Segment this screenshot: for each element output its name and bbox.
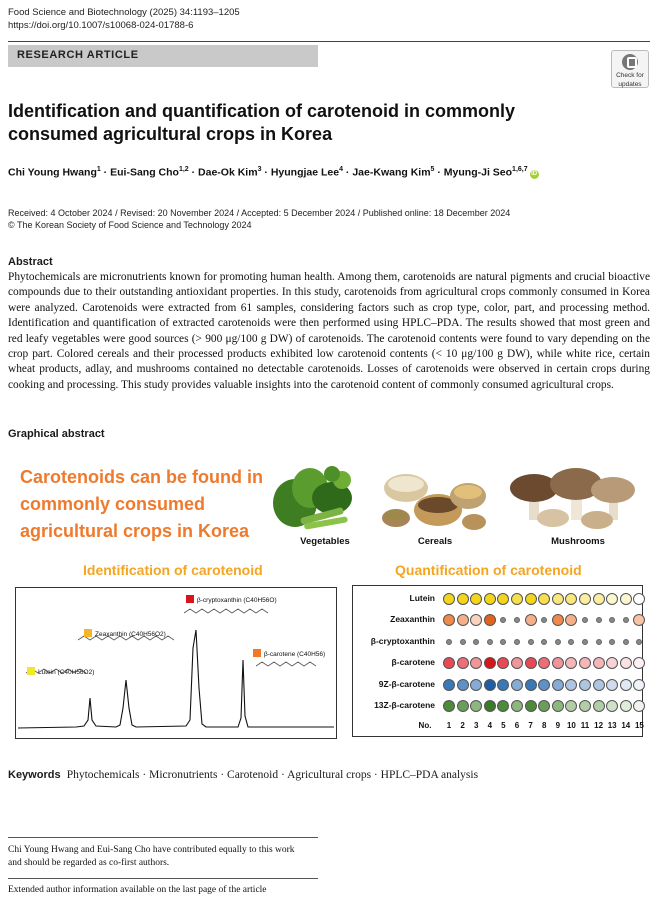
compound-formula: (C40H56O2): [128, 631, 166, 638]
author-name[interactable]: Myung-Ji Seo: [443, 166, 513, 179]
article-title: Identification and quantification of carotenoid in commonly consumed agricultural crops in Korea: [8, 101, 516, 144]
quant-dot: [633, 679, 645, 691]
zeaxanthin-swatch: [84, 629, 92, 637]
quant-dot: [565, 657, 577, 669]
compound-name: β-carotene: [264, 651, 296, 658]
author-affiliation: 3: [257, 166, 262, 173]
quant-dot: [538, 700, 550, 712]
quant-dot: [460, 639, 466, 645]
compound-name: Lutein: [38, 669, 56, 676]
quant-dot: [565, 614, 577, 626]
quant-dot: [457, 679, 469, 691]
quant-sample-number: 7: [528, 721, 533, 731]
quant-sample-number: 11: [580, 721, 590, 731]
quant-dot: [568, 639, 574, 645]
quant-dot: [457, 700, 469, 712]
quant-sample-number: 12: [594, 721, 604, 731]
quant-dot: [511, 593, 523, 605]
quant-dot: [609, 639, 615, 645]
quant-dot: [620, 657, 632, 669]
quant-dot: [525, 700, 537, 712]
quant-dot: [484, 657, 496, 669]
author-affiliation: 1,6,7: [512, 166, 528, 173]
footnote-extended-info: Extended author information available on the last page of the article: [8, 885, 267, 895]
quant-dot: [500, 617, 506, 623]
footnote-equal-contribution: Chi Young Hwang and Eui-Sang Cho have contributed equally to this work and should be regarded as co-first authors.: [8, 845, 295, 868]
quant-dot: [525, 593, 537, 605]
quant-dot: [511, 679, 523, 691]
quant-dot: [511, 657, 523, 669]
compound-formula: (C40H56): [297, 651, 326, 658]
quant-dot: [636, 639, 642, 645]
quant-row: [353, 612, 644, 628]
quant-dot: [484, 614, 496, 626]
doi-link[interactable]: https://doi.org/10.1007/s10068-024-01788-6: [8, 20, 194, 31]
orcid-icon[interactable]: iD: [531, 170, 538, 177]
quant-dot: [470, 614, 482, 626]
quant-sample-number: 14: [621, 721, 631, 731]
chromatogram-panel: [15, 587, 337, 739]
quant-row-label: 13Z-β-carotene: [374, 700, 435, 710]
quant-dot: [446, 639, 452, 645]
copyright-line: © The Korean Society of Food Science and Technology 2024: [8, 220, 252, 230]
quant-dot: [443, 679, 455, 691]
crop-label-vegetables: Vegetables: [300, 536, 350, 547]
quant-dot: [565, 679, 577, 691]
quant-dot: [538, 657, 550, 669]
quant-sample-number: 5: [501, 721, 506, 731]
compound-label-b-cryptoxanthin: [186, 595, 277, 604]
quant-row: [353, 698, 644, 714]
vegetables-image: [270, 458, 365, 534]
author-name[interactable]: Dae-Ok Kim: [198, 166, 258, 179]
history-dates: Received: 4 October 2024 / Revised: 20 November 2024 / Accepted: 5 December 2024 / Published online: 18 December 2024: [8, 208, 511, 218]
quant-dot: [579, 700, 591, 712]
quant-dot: [525, 614, 537, 626]
quant-dot: [470, 593, 482, 605]
header-rule: [8, 41, 650, 42]
quant-dot: [470, 700, 482, 712]
quant-dot: [593, 679, 605, 691]
quant-dot: [623, 639, 629, 645]
author-separator: ·: [188, 166, 199, 179]
graphical-abstract-heading: Graphical abstract: [8, 428, 105, 440]
quant-dot: [596, 639, 602, 645]
quant-dot: [620, 679, 632, 691]
quant-dot: [552, 614, 564, 626]
quant-dot: [538, 679, 550, 691]
author-affiliation: 1: [96, 166, 101, 173]
quant-dot: [497, 679, 509, 691]
molecule-structures: [16, 588, 336, 738]
crop-label-cereals: Cereals: [417, 536, 453, 547]
quant-dot: [541, 639, 547, 645]
quant-dot: [552, 679, 564, 691]
compound-name: β-cryptoxanthin: [197, 597, 242, 604]
quant-dot: [500, 639, 506, 645]
keywords-label: Keywords: [8, 769, 61, 781]
quant-dot: [497, 657, 509, 669]
author-separator: ·: [261, 166, 271, 179]
abstract-text: Phytochemicals are micronutrients known for promoting human health. Among them, carotenoids are natural pigments and crucial bioactive compounds due to their outstanding antioxidant properties. In this study, carotenoids from agricultural crops commonly consumed in Korea were analyzed. Carotenoids were extracted from 61 samples, considering factors such as crop type, color, part, and processing method. Identification and quantification of extracted carotenoids were then performed using HPLC–PDA. The results showed that most green and red leafy vegetables were good sources (> 900 μg/100 g DW) of carotenoids. The carotenoid contents were found to vary depending on the crop part. Colored cereals and their processed products exhibited low carotenoid contents (< 10 μg/100 g DW), while white rice, certain wheat products, adlay, and mushrooms contained no detectable carotenoids. Losses of carotenoids were observed in certain crops during cooking and processing. This study provides valuable insights into the carotenoid content of commonly consumed agricultural crops.: [8, 271, 650, 391]
quant-dot: [582, 639, 588, 645]
quant-dot: [497, 700, 509, 712]
author-separator: ·: [100, 166, 111, 179]
article-type-label: RESEARCH ARTICLE: [17, 49, 139, 61]
article-type-banner: [8, 45, 318, 67]
quant-dot: [443, 657, 455, 669]
quant-dot: [487, 639, 493, 645]
bookmark-icon: [622, 54, 638, 70]
quant-sample-number: 6: [514, 721, 520, 731]
quant-dot: [633, 700, 645, 712]
quant-sample-number: 9: [555, 721, 561, 731]
quant-dot: [565, 593, 577, 605]
quant-dot: [606, 700, 618, 712]
mushrooms-image: [505, 458, 640, 534]
quant-sample-number: 15: [634, 721, 644, 731]
quant-sample-number: 4: [487, 721, 493, 731]
quant-dot: [443, 614, 455, 626]
quant-dot: [579, 679, 591, 691]
quant-dot: [620, 700, 632, 712]
quant-dot: [593, 657, 605, 669]
journal-citation: [8, 6, 240, 32]
quant-row: [353, 591, 644, 607]
author-name[interactable]: Eui-Sang Cho: [110, 166, 179, 179]
quant-dot: [579, 657, 591, 669]
author-affiliation: 1,2: [178, 166, 189, 173]
quant-dot: [511, 700, 523, 712]
quant-dot: [623, 617, 629, 623]
quant-dot: [484, 593, 496, 605]
article-dates: [8, 207, 510, 231]
author-separator: ·: [343, 166, 353, 179]
crop-label-mushrooms: Mushrooms: [551, 536, 605, 547]
quant-row-label: Lutein: [409, 593, 435, 603]
lutein-swatch: [27, 667, 35, 675]
quant-dot: [633, 593, 645, 605]
compound-formula: (C40H56O2): [57, 669, 95, 676]
journal-name: Food Science and Biotechnology (2025) 34:1193–1205: [8, 7, 240, 18]
quant-dot: [596, 617, 602, 623]
compound-label-lutein: [27, 667, 94, 676]
graphical-abstract-headline: Carotenoids can be found in commonly consumed agricultural crops in Korea: [20, 467, 264, 541]
quant-dot: [606, 593, 618, 605]
quant-dot: [552, 700, 564, 712]
abstract-heading: Abstract: [8, 256, 53, 268]
quant-row-label: Zeaxanthin: [390, 614, 435, 625]
footnote-rule: [8, 837, 318, 838]
quant-dot: [443, 593, 455, 605]
quant-row: [353, 677, 644, 693]
author-affiliation: 5: [430, 166, 435, 173]
quant-dot: [633, 614, 645, 626]
quant-dot: [457, 614, 469, 626]
quant-dot: [541, 617, 547, 623]
quant-sample-number: 2: [460, 721, 465, 731]
quant-dot: [593, 593, 605, 605]
author-name[interactable]: Chi Young Hwang: [8, 166, 97, 179]
quant-row-label: β-cryptoxanthin: [370, 635, 435, 646]
quant-dot: [457, 657, 469, 669]
quant-dot: [470, 657, 482, 669]
footnote-rule: [8, 878, 318, 879]
quant-dot: [538, 593, 550, 605]
quant-dot: [497, 593, 509, 605]
b-cryptoxanthin-swatch: [186, 595, 194, 603]
author-separator: ·: [434, 166, 444, 179]
quantification-table: [352, 585, 643, 737]
quant-dot: [525, 679, 537, 691]
quant-dot: [514, 617, 520, 623]
compound-label-zeaxanthin: [84, 629, 166, 638]
quant-dot: [528, 639, 534, 645]
quant-dot: [633, 657, 645, 669]
quant-dot: [609, 617, 615, 623]
author-name[interactable]: Hyungjae Lee: [270, 166, 340, 179]
cereals-image: [378, 458, 490, 534]
quant-dot: [443, 700, 455, 712]
quantification-title: Quantification of carotenoid: [395, 562, 582, 578]
check-updates-line1: Check for: [616, 72, 644, 79]
check-for-updates-button[interactable]: [611, 50, 649, 88]
author-name[interactable]: Jae-Kwang Kim: [352, 166, 431, 179]
quant-dot: [552, 593, 564, 605]
quant-dot: [555, 639, 561, 645]
quant-row: [353, 634, 644, 650]
quant-dot: [606, 679, 618, 691]
quant-row-label: 9Z-β-carotene: [378, 678, 435, 689]
quant-dot: [552, 657, 564, 669]
quant-dot: [484, 700, 496, 712]
quant-dot: [473, 639, 479, 645]
quant-dot: [457, 593, 469, 605]
quant-sample-number: 1: [446, 721, 452, 731]
author-affiliation: 4: [339, 166, 343, 173]
quant-row-label: β-carotene: [391, 657, 435, 668]
author-list: [8, 166, 539, 179]
quant-dot: [593, 700, 605, 712]
quant-dot: [606, 657, 618, 669]
quant-dot: [582, 617, 588, 623]
quant-dot: [565, 700, 577, 712]
quant-sample-number: 13: [607, 721, 617, 731]
quant-dot: [525, 657, 537, 669]
quant-dot: [470, 679, 482, 691]
identification-title: Identification of carotenoid: [83, 562, 263, 578]
keywords-line: [8, 769, 478, 781]
quant-dot: [620, 593, 632, 605]
quant-sample-number: 10: [566, 721, 576, 731]
quant-dot: [514, 639, 520, 645]
compound-label-b-carotene: [253, 649, 325, 658]
quant-dot: [484, 679, 496, 691]
keywords-list: Phytochemicals · Micronutrients · Carotenoid · Agricultural crops · HPLC–PDA analysis: [66, 769, 479, 781]
quant-no-label: No.: [418, 721, 432, 731]
compound-name: Zeaxanthin: [95, 631, 128, 638]
quant-dot: [579, 593, 591, 605]
quant-sample-number: 3: [473, 721, 479, 731]
check-updates-line2: updates: [618, 81, 642, 88]
quant-row: [353, 655, 644, 671]
quant-sample-number: 8: [541, 721, 547, 731]
b-carotene-swatch: [253, 649, 261, 657]
compound-formula: (C40H56O): [243, 597, 277, 604]
